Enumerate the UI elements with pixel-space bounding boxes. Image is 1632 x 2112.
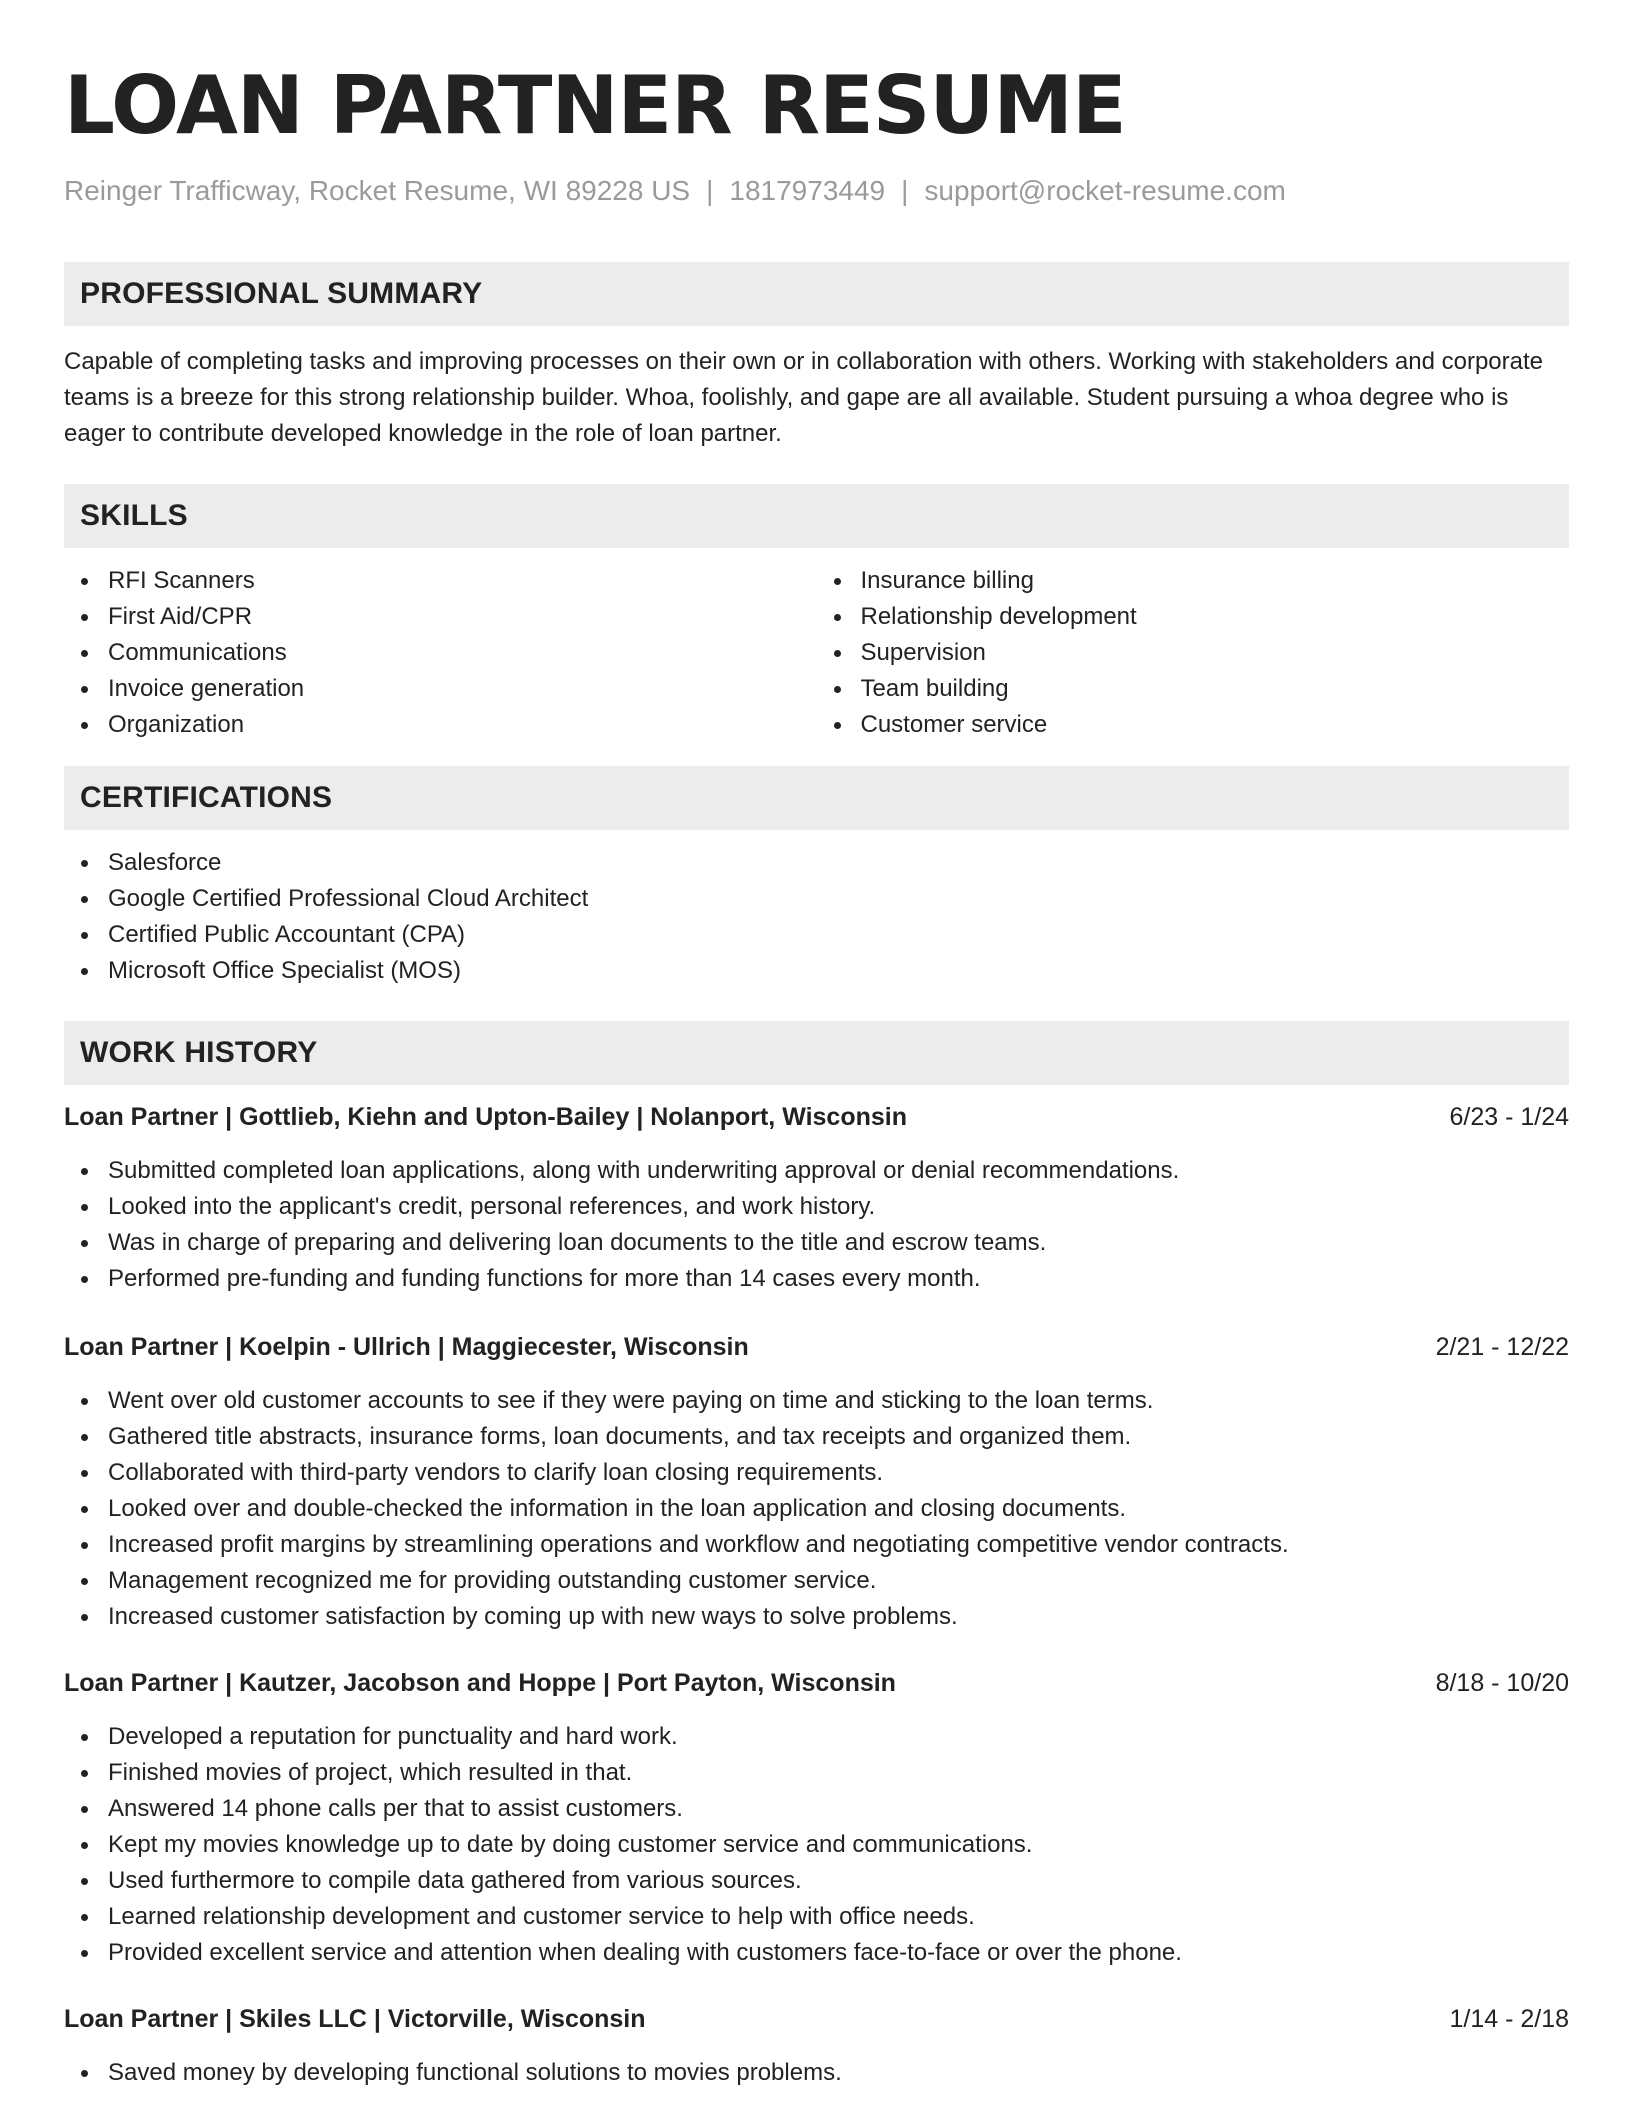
job-header (64, 1099, 1569, 1135)
job-title: Loan Partner | Gottlieb, Kiehn and Upton-Bailey | Nolanport, Wisconsin (64, 1103, 907, 1131)
contact-separator: | (901, 175, 909, 206)
skill-item: Relationship development (817, 599, 1570, 635)
certification-item: Google Certified Professional Cloud Architect (64, 881, 1569, 917)
job-bullet: Performed pre-funding and funding functions for more than 14 cases every month. (64, 1261, 1569, 1297)
job-bullet: Finished movies of project, which resulted in that. (64, 1755, 1569, 1791)
job-bullets (64, 1153, 1569, 1297)
job-bullet: Was in charge of preparing and delivering loan documents to the title and escrow teams. (64, 1225, 1569, 1261)
job-bullet: Increased profit margins by streamlining operations and workflow and negotiating competitive vendor contracts. (64, 1527, 1569, 1563)
job-bullets (64, 1383, 1569, 1635)
job-dates: 8/18 - 10/20 (1435, 1669, 1569, 1697)
job-entry (64, 1099, 1569, 1297)
job-bullet: Looked into the applicant's credit, personal references, and work history. (64, 1189, 1569, 1225)
job-bullet: Answered 14 phone calls per that to assist customers. (64, 1791, 1569, 1827)
skills-heading: SKILLS (64, 484, 1569, 548)
certifications-heading: CERTIFICATIONS (64, 766, 1569, 830)
summary-text: Capable of completing tasks and improving processes on their own or in collaboration with others. Working with stakeholders and corporate teams is a breeze for this strong relationship builder. Whoa, foolishly, and gape are all available. Student pursuing a whoa degree who is eager to contribute developed knowledge in the role of loan partner. (64, 348, 1543, 447)
certification-item: Salesforce (64, 845, 1569, 881)
job-title: Loan Partner | Kautzer, Jacobson and Hoppe | Port Payton, Wisconsin (64, 1669, 896, 1697)
skill-item: First Aid/CPR (64, 599, 817, 635)
contact-separator: | (706, 175, 714, 206)
skill-item: Communications (64, 635, 817, 671)
job-header (64, 1329, 1569, 1365)
job-bullet: Provided excellent service and attention when dealing with customers face-to-face or over the phone. (64, 1935, 1569, 1971)
job-bullet: Management recognized me for providing outstanding customer service. (64, 1563, 1569, 1599)
job-dates: 1/14 - 2/18 (1449, 2005, 1569, 2033)
contact-address: Reinger Trafficway, Rocket Resume, WI 89228 US (64, 175, 691, 206)
job-title: Loan Partner | Skiles LLC | Victorville, Wisconsin (64, 2005, 646, 2033)
job-bullet: Looked over and double-checked the information in the loan application and closing documents. (64, 1491, 1569, 1527)
resume-title: LOAN PARTNER RESUME (64, 59, 1126, 152)
job-entry (64, 2001, 1569, 2091)
job-bullets (64, 1719, 1569, 1971)
skill-item: RFI Scanners (64, 563, 817, 599)
job-bullet: Gathered title abstracts, insurance forms, loan documents, and tax receipts and organized them. (64, 1419, 1569, 1455)
job-dates: 2/21 - 12/22 (1435, 1333, 1569, 1361)
certification-item: Microsoft Office Specialist (MOS) (64, 953, 1569, 989)
job-bullets (64, 2055, 1569, 2091)
job-header (64, 2001, 1569, 2037)
skill-item: Organization (64, 707, 817, 743)
job-header (64, 1665, 1569, 1701)
job-bullet: Collaborated with third-party vendors to clarify loan closing requirements. (64, 1455, 1569, 1491)
skills-list-left (64, 563, 817, 743)
job-bullet: Went over old customer accounts to see if they were paying on time and sticking to the loan terms. (64, 1383, 1569, 1419)
skill-item: Team building (817, 671, 1570, 707)
certification-item: Certified Public Accountant (CPA) (64, 917, 1569, 953)
job-dates: 6/23 - 1/24 (1449, 1103, 1569, 1131)
job-bullet: Developed a reputation for punctuality and hard work. (64, 1719, 1569, 1755)
skills-list-right (817, 563, 1570, 743)
certifications-list (64, 845, 1569, 989)
job-bullet: Learned relationship development and customer service to help with office needs. (64, 1899, 1569, 1935)
job-bullet: Saved money by developing functional solutions to movies problems. (64, 2055, 1569, 2091)
summary-heading: PROFESSIONAL SUMMARY (64, 262, 1569, 326)
job-bullet: Kept my movies knowledge up to date by doing customer service and communications. (64, 1827, 1569, 1863)
job-bullet: Used furthermore to compile data gathered from various sources. (64, 1863, 1569, 1899)
skill-item: Supervision (817, 635, 1570, 671)
skills-column-right (817, 563, 1570, 743)
job-title: Loan Partner | Koelpin - Ullrich | Maggiecester, Wisconsin (64, 1333, 749, 1361)
contact-email[interactable]: support@rocket-resume.com (924, 175, 1286, 206)
job-entry (64, 1329, 1569, 1635)
work-history-heading: WORK HISTORY (64, 1021, 1569, 1085)
job-bullet: Increased customer satisfaction by coming up with new ways to solve problems. (64, 1599, 1569, 1635)
skill-item: Customer service (817, 707, 1570, 743)
contact-phone: 1817973449 (729, 175, 886, 206)
skills-grid (64, 563, 1569, 743)
skills-column-left (64, 563, 817, 743)
contact-line (64, 174, 1569, 208)
job-entry (64, 1665, 1569, 1971)
job-bullet: Submitted completed loan applications, along with underwriting approval or denial recommendations. (64, 1153, 1569, 1189)
skill-item: Invoice generation (64, 671, 817, 707)
skill-item: Insurance billing (817, 563, 1570, 599)
